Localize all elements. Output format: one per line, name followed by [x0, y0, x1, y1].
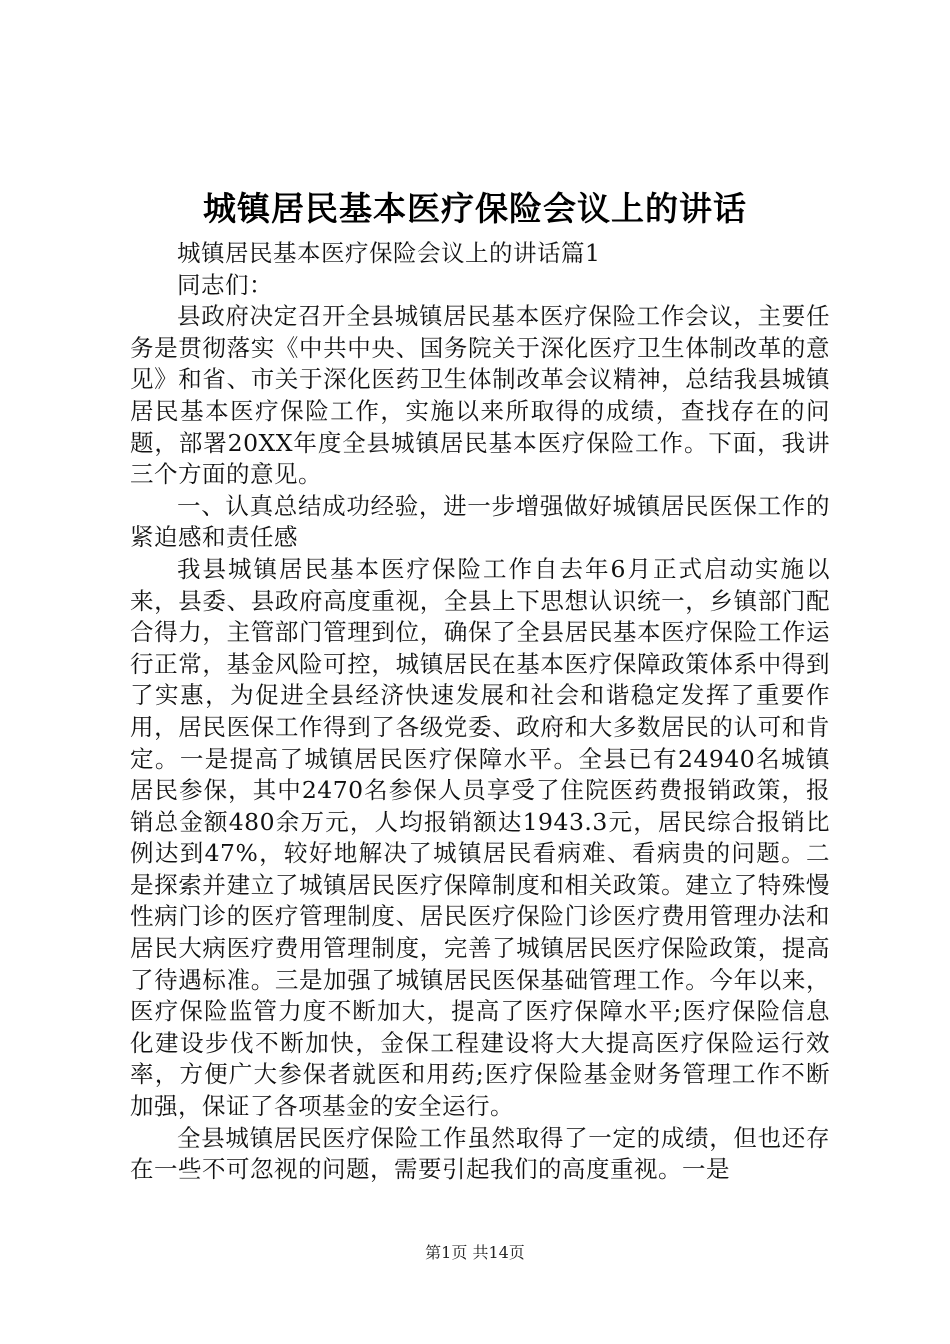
document-body — [130, 238, 830, 1186]
document-title: 城镇居民基本医疗保险会议上的讲话 — [203, 189, 747, 228]
page-footer: 第1页 共14页 — [425, 1243, 525, 1262]
salutation: 同志们： — [177, 270, 273, 299]
paragraph: 县政府决定召开全县城镇居民基本医疗保险工作会议，主要任务是贯彻落实《中共中央、国务院关于深化医疗卫生体制改革的意见》和省、市关于深化医药卫生体制改革会议精神，总结我县城镇居民基本医疗保险工作，实施以来所取得的成绩，查找存在的问题，部署20XX年度全县城镇居民基本医疗保险工作。下面，我讲三个方面的意见。 — [130, 302, 830, 489]
subtitle: 城镇居民基本医疗保险会议上的讲话篇1 — [177, 239, 601, 267]
section-heading: 一、认真总结成功经验，进一步增强做好城镇居民医保工作的紧迫感和责任感 — [130, 491, 830, 552]
paragraph: 我县城镇居民基本医疗保险工作自去年6月正式启动实施以来，县委、县政府高度重视，全县上下思想认识统一，乡镇部门配合得力，主管部门管理到位，确保了全县居民基本医疗保险工作运行正常，基金风险可控，城镇居民在基本医疗保障政策体系中得到了实惠，为促进全县经济快速发展和社会和谐稳定发挥了重要作用，居民医保工作得到了各级党委、政府和大多数居民的认可和肯定。一是提高了城镇居民医疗保障水平。全县已有24940名城镇居民参保，其中2470名参保人员享受了住院医药费报销政策，报销总金额480余万元，人均报销额达1943.3元，居民综合报销比例达到47%，较好地解决了城镇居民看病难、看病贵的问题。二是探索并建立了城镇居民医疗保障制度和相关政策。建立了特殊慢性病门诊的医疗管理制度、居民医疗保险门诊医疗费用管理办法和居民大病医疗费用管理制度，完善了城镇居民医疗保险政策，提高了待遇标准。三是加强了城镇居民医保基础管理工作。今年以来，医疗保险监管力度不断加大，提高了医疗保障水平;医疗保险信息化建设步伐不断加快，金保工程建设将大大提高医疗保险运行效率，方便广大参保者就医和用药;医疗保险基金财务管理工作不断加强，保证了各项基金的安全运行。 — [130, 554, 830, 1121]
paragraph: 全县城镇居民医疗保险工作虽然取得了一定的成绩，但也还存在一些不可忽视的问题，需要引起我们的高度重视。一是 — [130, 1123, 830, 1184]
